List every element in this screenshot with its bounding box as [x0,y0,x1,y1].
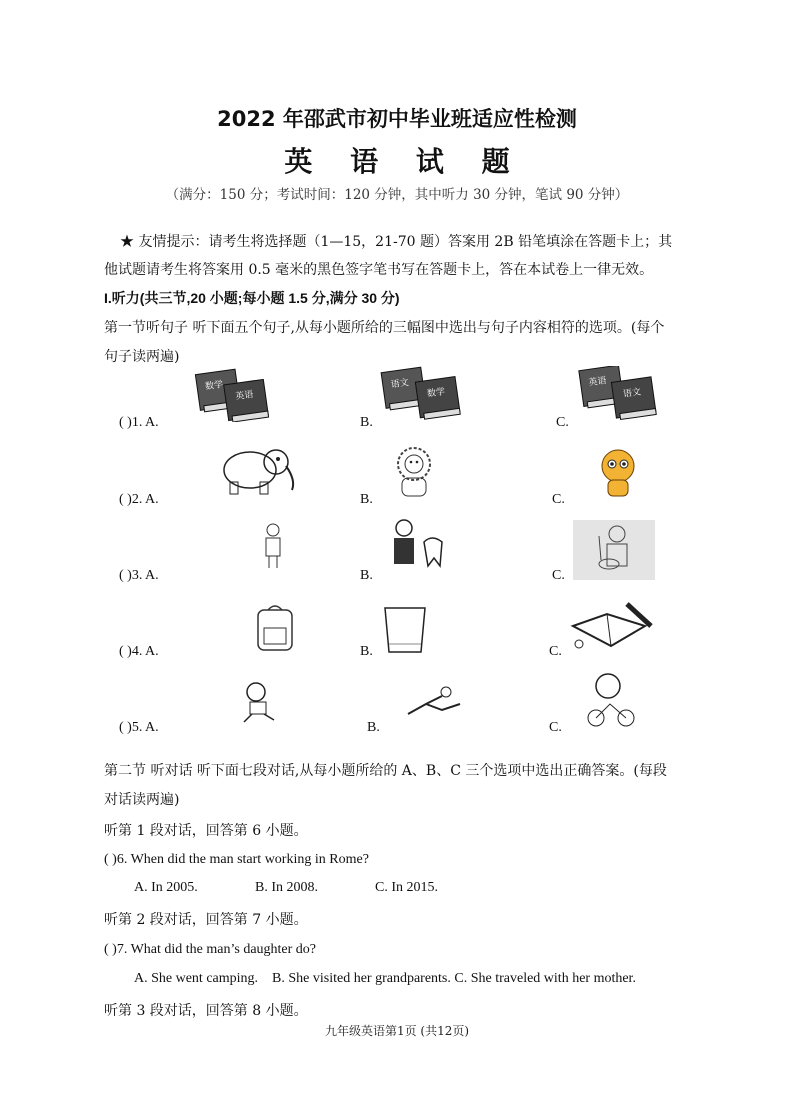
q6-option-b: B. In 2008. [255,880,318,895]
books-chinese-math-illustration [380,366,470,422]
long-jump-illustration [402,684,466,724]
question-6: ( )6. When did the man start working in Rome? [104,852,369,867]
book-label: 英语 [234,389,255,403]
part2-instruction-2: 对话读两遍) [104,792,180,808]
q4-option-b: B. [360,644,373,659]
schoolbag-illustration [250,602,300,654]
book-label: 语文 [390,378,410,391]
page-footer: 九年级英语第1页 (共12页) [324,1024,470,1038]
q4-option-c: C. [549,644,562,659]
q2-number: ( )2. A. [119,492,159,507]
question-7: ( )7. What did the man’s daughter do? [104,942,317,957]
cycling-child-illustration [582,670,646,730]
q1-option-b: B. [360,415,373,430]
q5-number: ( )5. A. [119,720,159,735]
glass-illustration [381,604,429,656]
dialogue-1-prompt: 听第 1 段对话，回答第 6 小题。 [104,823,308,839]
book-label: 数学 [426,387,446,400]
book-label: 数学 [204,379,224,393]
q2-option-c: C. [552,492,565,507]
q1-option-c: C. [556,415,569,430]
dentist-illustration [388,516,456,574]
part1-instruction-1: 第一节听句子 听下面五个句子,从每小题所给的三幅图中选出与句子内容相符的选项。(每个 [104,320,665,336]
book-pen-illustration [567,596,661,658]
q1-number: ( )1. A. [119,415,159,430]
q6-option-a: A. In 2005. [134,880,198,895]
q3-option-c: C. [552,568,565,583]
exam-subject: 英 语 试 题 [284,145,524,178]
section-heading: I.听力(共三节,20 小题;每小题 1.5 分,满分 30 分) [104,290,400,306]
notice-line-2: 他试题请考生将答案用 0.5 毫米的黑色签字笔书写在答题卡上，答在本试卷上一律无效。 [104,262,654,278]
books-english-chinese-illustration [578,366,662,422]
part1-instruction-2: 句子读两遍) [104,349,180,365]
dialogue-3-prompt: 听第 3 段对话，回答第 8 小题。 [104,1003,308,1019]
elephant-illustration [212,444,302,500]
book-label: 英语 [588,376,608,389]
lion-illustration [384,444,444,500]
artist-illustration [573,520,655,580]
person-illustration [258,520,288,570]
q7-options: A. She went camping. B. She visited her grandparents. C. She traveled with her mother. [134,971,636,986]
exam-info: （满分：150 分；考试时间：120 分钟，其中听力 30 分钟，笔试 90 分钟） [165,187,629,203]
q3-number: ( )3. A. [119,568,159,583]
q2-option-b: B. [360,492,373,507]
q5-option-b: B. [367,720,380,735]
q4-number: ( )4. A. [119,644,159,659]
tiger-illustration [592,446,644,500]
dialogue-2-prompt: 听第 2 段对话，回答第 7 小题。 [104,912,308,928]
part2-instruction-1: 第二节 听对话 听下面七段对话,从每小题所给的 A、B、C 三个选项中选出正确答案。(每段 [104,763,667,779]
exam-title: 2022 年邵武市初中毕业班适应性检测 [217,107,577,131]
q6-option-c: C. In 2015. [375,880,438,895]
books-math-english-illustration [194,366,274,422]
book-label: 语文 [622,387,642,400]
running-child-illustration [238,680,288,726]
q3-option-b: B. [360,568,373,583]
q5-option-c: C. [549,720,562,735]
notice-line-1: ★ 友情提示：请考生将选择题（1—15，21-70 题）答案用 2B 铅笔填涂在答题卡上；其 [120,234,673,250]
